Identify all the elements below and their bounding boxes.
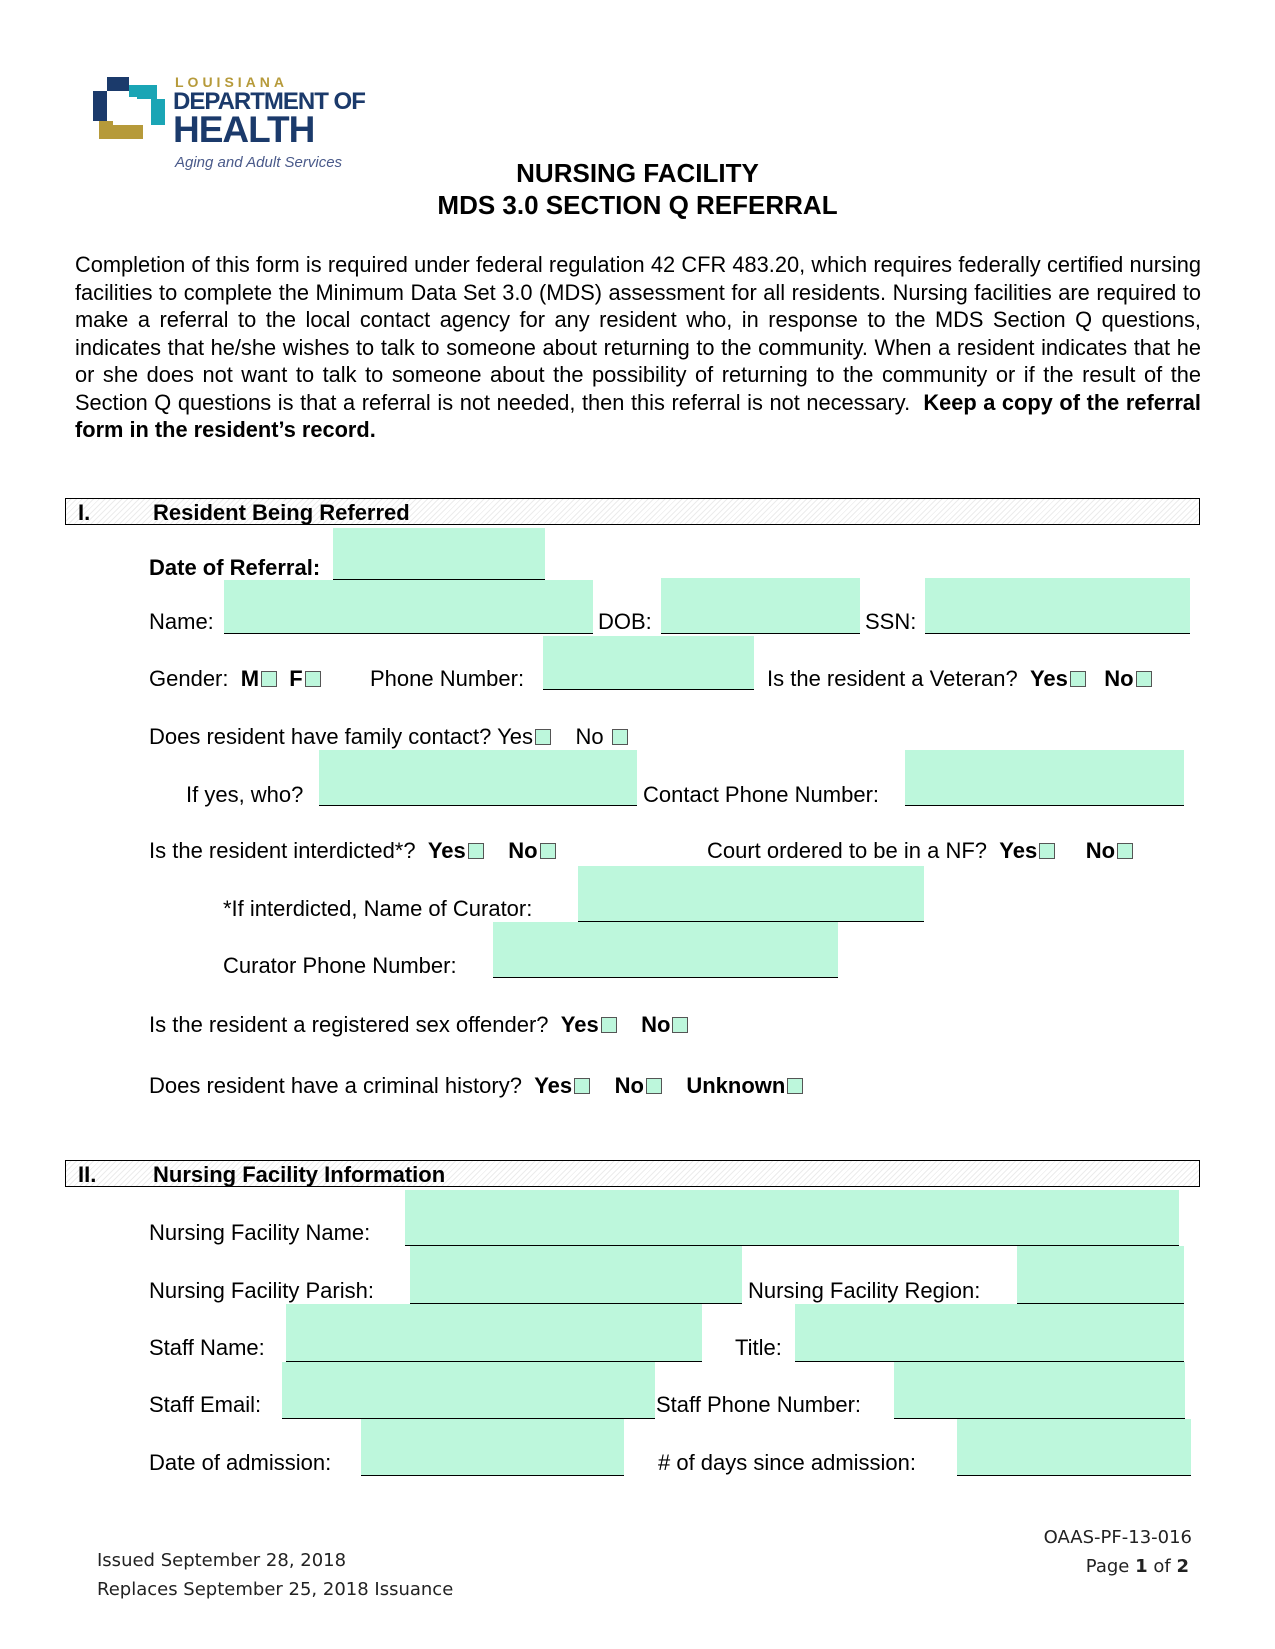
days-since-admission-field[interactable] [957, 1419, 1191, 1476]
criminal-unknown-label: Unknown [686, 1073, 786, 1098]
facility-parish-field[interactable] [410, 1246, 742, 1304]
logo-state: LOUISIANA [175, 74, 288, 90]
gender-m-label: M [240, 666, 260, 691]
sex-offender-no-checkbox[interactable] [672, 1017, 688, 1033]
intro-text: Completion of this form is required under federal regulation 42 CFR 483.20, which requires federally certified nursing facilities to complete the Minimum Data Set 3.0 (MDS) assessment for all residents. Nursing facilities are required to make a referral to the local contact agency for any resident who, in response to the MDS Section Q questions, indicates that he/she wishes to talk to someone about returning to the community. When a resident indicates that he or she does not want to talk to someone about the possibility of returning to the community or if the result of the Section Q questions is that a referral is not needed, then this referral is not necessary. [75, 252, 1201, 415]
section-1-title: Resident Being Referred [153, 500, 410, 525]
criminal-unknown-checkbox[interactable] [787, 1078, 803, 1094]
phone-label: Phone Number: [370, 666, 525, 691]
curator-phone-label: Curator Phone Number: [223, 953, 457, 978]
criminal-history-question: Does resident have a criminal history? [149, 1073, 522, 1098]
dob-label: DOB: [598, 609, 652, 634]
family-contact-row [149, 724, 628, 750]
phone-field[interactable] [543, 636, 754, 690]
court-ordered-question: Court ordered to be in a NF? [707, 838, 988, 863]
veteran-no-label: No [1104, 666, 1134, 691]
criminal-yes-label: Yes [534, 1073, 573, 1098]
staff-name-label: Staff Name: [149, 1335, 265, 1360]
if-yes-who-label: If yes, who? [186, 782, 304, 807]
sex-offender-no-label: No [641, 1012, 671, 1037]
logo-department: DEPARTMENT OF [173, 88, 365, 115]
days-since-admission-label: # of days since admission: [658, 1450, 917, 1475]
veteran-yes-checkbox[interactable] [1070, 671, 1086, 687]
intro-paragraph [75, 251, 1201, 444]
staff-title-field[interactable] [795, 1304, 1184, 1362]
dob-field[interactable] [661, 578, 860, 634]
facility-name-field[interactable] [405, 1190, 1179, 1246]
sex-offender-question: Is the resident a registered sex offender? [149, 1012, 549, 1037]
facility-name-label: Nursing Facility Name: [149, 1220, 371, 1245]
curator-phone-field[interactable] [493, 922, 838, 978]
interdicted-yes-checkbox[interactable] [468, 843, 484, 859]
court-no-checkbox[interactable] [1117, 843, 1133, 859]
sex-offender-yes-label: Yes [560, 1012, 599, 1037]
staff-phone-field[interactable] [894, 1362, 1185, 1419]
footer-of-word: of [1153, 1556, 1171, 1577]
interdicted-row [149, 838, 556, 864]
criminal-yes-checkbox[interactable] [574, 1078, 590, 1094]
if-yes-who-field[interactable] [319, 750, 637, 806]
court-yes-label: Yes [999, 838, 1038, 863]
gender-label: Gender: [149, 666, 229, 691]
interdicted-yes-label: Yes [427, 838, 466, 863]
court-no-label: No [1085, 838, 1116, 863]
footer-issued: Issued September 28, 2018 [97, 1550, 347, 1571]
facility-parish-label: Nursing Facility Parish: [149, 1278, 374, 1303]
sex-offender-yes-checkbox[interactable] [601, 1017, 617, 1033]
admission-date-label: Date of admission: [149, 1450, 332, 1475]
criminal-no-label: No [614, 1073, 644, 1098]
section-1-number: I. [78, 500, 91, 525]
date-of-referral-field[interactable] [333, 528, 545, 580]
facility-region-field[interactable] [1017, 1246, 1184, 1304]
logo-office: Aging and Adult Services [175, 154, 343, 171]
footer-page-number [1086, 1556, 1189, 1577]
ssn-field[interactable] [925, 578, 1190, 634]
veteran-question: Is the resident a Veteran? [767, 666, 1018, 691]
sex-offender-row [149, 1012, 688, 1038]
footer-page-total: 2 [1176, 1556, 1189, 1577]
curator-name-field[interactable] [578, 866, 924, 922]
family-contact-question: Does resident have family contact? Yes [149, 724, 534, 749]
section-2-header [65, 1160, 1200, 1187]
interdicted-question: Is the resident interdicted*? [149, 838, 416, 863]
section-2-title: Nursing Facility Information [153, 1162, 446, 1187]
section-2-number: II. [78, 1162, 97, 1187]
family-no-checkbox[interactable] [612, 729, 628, 745]
staff-email-label: Staff Email: [149, 1392, 262, 1417]
intro-bold-note: Keep a copy of the referral form in the resident’s record. [75, 389, 1201, 442]
curator-name-label: *If interdicted, Name of Curator: [223, 896, 533, 921]
name-label: Name: [149, 609, 214, 634]
court-yes-checkbox[interactable] [1039, 843, 1055, 859]
veteran-yes-label: Yes [1029, 666, 1068, 691]
interdicted-no-checkbox[interactable] [540, 843, 556, 859]
gender-m-checkbox[interactable] [261, 671, 277, 687]
criminal-no-checkbox[interactable] [646, 1078, 662, 1094]
staff-name-field[interactable] [286, 1304, 702, 1362]
family-yes-checkbox[interactable] [535, 729, 551, 745]
name-field[interactable] [224, 580, 593, 634]
veteran-row [767, 666, 1152, 692]
contact-phone-label: Contact Phone Number: [643, 782, 880, 807]
cross-logo-icon [93, 77, 165, 149]
court-ordered-row [707, 838, 1133, 864]
form-title-line2: MDS 3.0 SECTION Q REFERRAL [437, 190, 838, 220]
facility-region-label: Nursing Facility Region: [748, 1278, 981, 1303]
staff-phone-label: Staff Phone Number: [656, 1392, 862, 1417]
criminal-history-row [149, 1073, 803, 1099]
gender-row [149, 666, 321, 692]
ssn-label: SSN: [865, 609, 917, 634]
staff-email-field[interactable] [282, 1362, 655, 1419]
gender-f-label: F [289, 666, 303, 691]
family-no-label: No [575, 724, 604, 749]
section-1-header [65, 498, 1200, 525]
staff-title-label: Title: [735, 1335, 782, 1360]
logo-health: HEALTH [173, 109, 315, 150]
footer-page-current: 1 [1135, 1556, 1148, 1577]
gender-f-checkbox[interactable] [305, 671, 321, 687]
footer-page-word: Page [1085, 1556, 1130, 1577]
admission-date-field[interactable] [361, 1419, 624, 1476]
date-of-referral-label: Date of Referral: [149, 555, 321, 580]
interdicted-no-label: No [508, 838, 538, 863]
veteran-no-checkbox[interactable] [1136, 671, 1152, 687]
contact-phone-field[interactable] [905, 750, 1184, 806]
footer-replaces: Replaces September 25, 2018 Issuance [97, 1579, 454, 1600]
footer-form-id: OAAS-PF-13-016 [1043, 1527, 1192, 1548]
form-title-line1: NURSING FACILITY [516, 158, 759, 188]
